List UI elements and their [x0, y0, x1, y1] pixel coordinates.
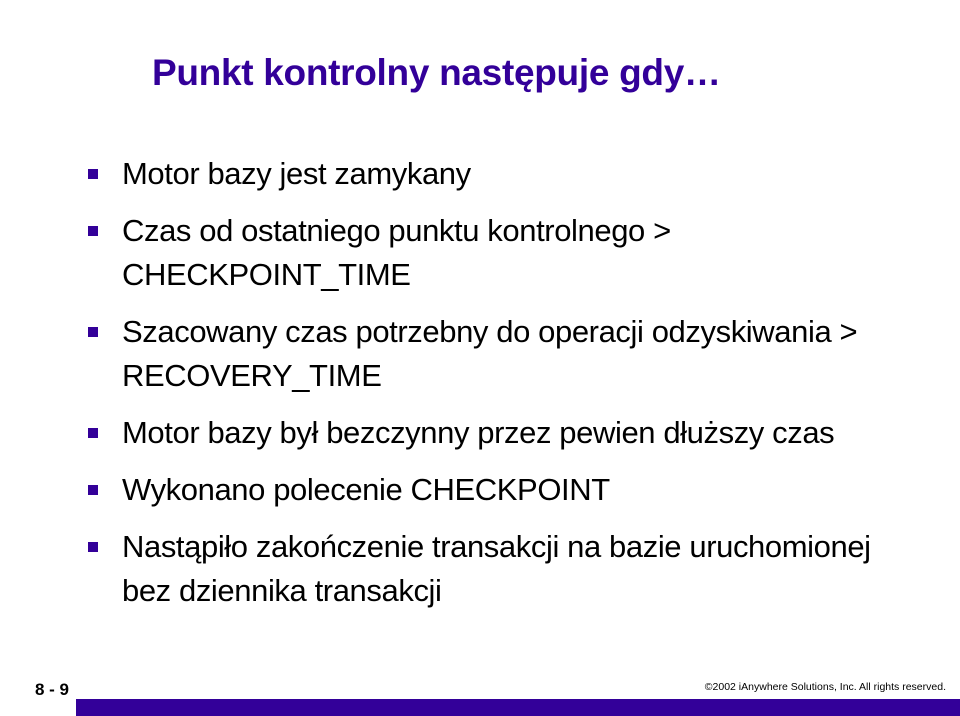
- bullet-list: [86, 152, 926, 626]
- bullet-item: [86, 310, 926, 398]
- square-bullet-icon: [88, 428, 98, 438]
- square-bullet-icon: [88, 485, 98, 495]
- slide-title: Punkt kontrolny następuje gdy…: [152, 52, 721, 93]
- bullet-item: [86, 152, 926, 196]
- bullet-item: [86, 411, 926, 455]
- bullet-item: [86, 468, 926, 512]
- square-bullet-icon: [88, 542, 98, 552]
- bullet-text: Wykonano polecenie CHECKPOINT: [122, 472, 610, 507]
- footer-bar: [76, 699, 960, 716]
- bullet-text: Szacowany czas potrzebny do operacji odzyskiwania > RECOVERY_TIME: [122, 314, 858, 393]
- copyright-notice: ©2002 iAnywhere Solutions, Inc. All rights reserved.: [704, 681, 946, 693]
- bullet-text: Motor bazy był bezczynny przez pewien dłuższy czas: [122, 415, 835, 450]
- square-bullet-icon: [88, 226, 98, 236]
- page-number: 8 - 9: [35, 680, 70, 699]
- square-bullet-icon: [88, 327, 98, 337]
- bullet-item: [86, 209, 926, 297]
- square-bullet-icon: [88, 169, 98, 179]
- bullet-text: Motor bazy jest zamykany: [122, 156, 471, 191]
- bullet-text: Nastąpiło zakończenie transakcji na bazie uruchomionej bez dziennika transakcji: [122, 529, 871, 608]
- bullet-text: Czas od ostatniego punktu kontrolnego > CHECKPOINT_TIME: [122, 213, 671, 292]
- bullet-item: [86, 525, 926, 613]
